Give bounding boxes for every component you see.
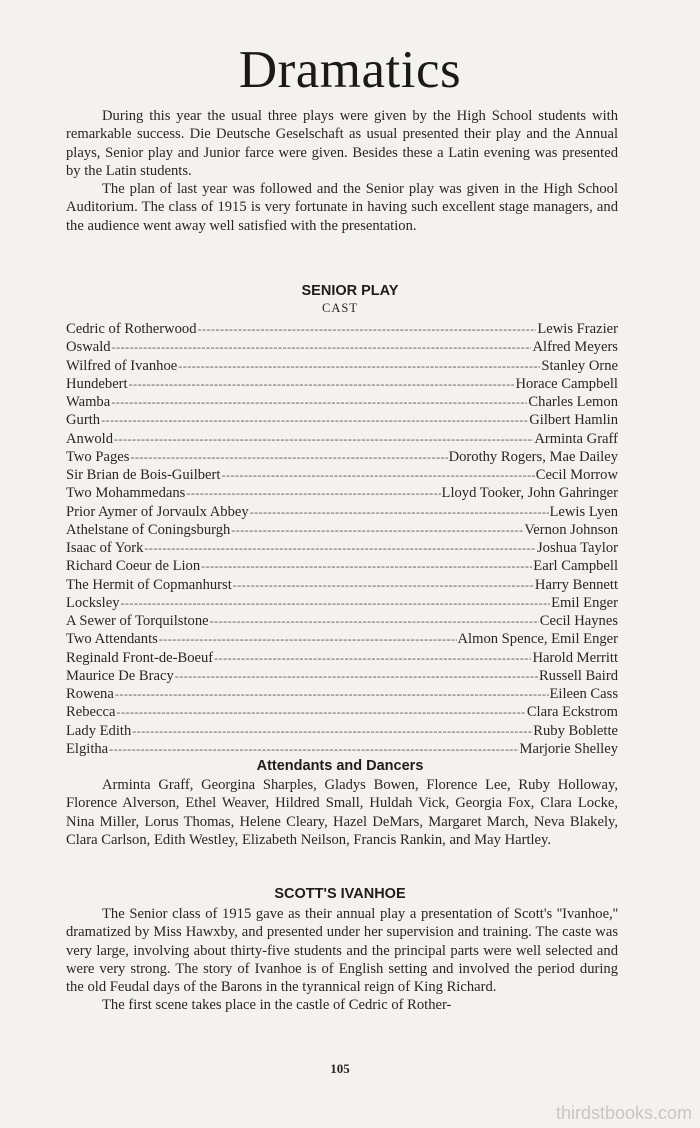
cast-actor: Stanley Orne bbox=[541, 357, 618, 374]
dot-leader bbox=[130, 448, 447, 466]
cast-row bbox=[66, 612, 618, 630]
cast-role: Rebecca bbox=[66, 704, 116, 721]
cast-role: Prior Aymer of Jorvaulx Abbey bbox=[66, 503, 249, 520]
cast-actor: Russell Baird bbox=[538, 667, 618, 684]
ivanhoe-heading: SCOTT'S IVANHOE bbox=[274, 886, 406, 902]
dancers-heading: Attendants and Dancers bbox=[256, 758, 424, 774]
watermark: thirdstbooks.com bbox=[555, 1103, 692, 1123]
dot-leader bbox=[221, 466, 534, 484]
cast-actor: Marjorie Shelley bbox=[519, 740, 618, 757]
cast-role: Locksley bbox=[66, 594, 120, 611]
cast-row bbox=[66, 722, 618, 740]
cast-role: Richard Coeur de Lion bbox=[66, 558, 201, 575]
cast-row bbox=[66, 357, 618, 375]
cast-row bbox=[66, 521, 618, 539]
cast-role: The Hermit of Copmanhurst bbox=[66, 576, 232, 593]
cast-row bbox=[66, 685, 618, 703]
cast-actor: Charles Lemon bbox=[528, 394, 618, 410]
page-title: Dramatics bbox=[238, 41, 462, 99]
cast-row bbox=[66, 667, 618, 685]
cast-actor: Harold Merritt bbox=[532, 649, 618, 666]
cast-row bbox=[66, 503, 618, 521]
cast-row bbox=[66, 630, 618, 648]
dot-leader bbox=[210, 612, 539, 630]
cast-actor: Gilbert Hamlin bbox=[529, 412, 618, 429]
cast-actor: Ruby Boblette bbox=[533, 722, 618, 739]
cast-role: Anwold bbox=[66, 430, 114, 447]
cast-role: A Sewer of Torquilstone bbox=[66, 613, 209, 629]
cast-role: Two Pages bbox=[66, 448, 130, 465]
cast-role: Maurice De Bracy bbox=[66, 667, 174, 684]
cast-actor: Emil Enger bbox=[551, 594, 618, 611]
cast-role: Athelstane of Coningsburgh bbox=[66, 521, 231, 538]
cast-role: Isaac of York bbox=[66, 540, 144, 556]
dot-leader bbox=[231, 521, 523, 539]
cast-row bbox=[66, 484, 618, 502]
cast-actor: Eileen Cass bbox=[549, 686, 618, 702]
cast-actor: Joshua Taylor bbox=[537, 540, 618, 556]
cast-actor: Cecil Morrow bbox=[535, 467, 618, 483]
intro-paragraph-1: During this year the usual three plays were given by the High School students with remarkable success. Die Deutsche Geselschaft as usual presented their play and the Annual plays, Senior play and Junior farce were given. Besides these a Latin evening was presented by the Latin students. bbox=[66, 108, 618, 179]
cast-row bbox=[66, 338, 618, 356]
dot-leader bbox=[186, 484, 440, 502]
dot-leader bbox=[112, 338, 532, 356]
cast-role: Two Attendants bbox=[66, 631, 158, 648]
cast-row bbox=[66, 448, 618, 466]
cast-role: Reginald Front-de-Boeuf bbox=[66, 649, 214, 666]
dot-leader bbox=[109, 740, 518, 758]
intro-text bbox=[66, 107, 618, 235]
cast-actor: Horace Campbell bbox=[515, 375, 618, 392]
cast-actor: Earl Campbell bbox=[533, 558, 618, 575]
cast-row bbox=[66, 411, 618, 429]
dot-leader bbox=[121, 594, 551, 612]
cast-heading: CAST bbox=[322, 301, 358, 315]
cast-actor: Clara Eckstrom bbox=[526, 704, 618, 721]
cast-role: Oswald bbox=[66, 339, 111, 356]
cast-row bbox=[66, 430, 618, 448]
cast-row bbox=[66, 539, 618, 557]
cast-role: Cedric of Rotherwood bbox=[66, 321, 197, 337]
cast-role: Rowena bbox=[66, 686, 114, 702]
dancers-text: Arminta Graff, Georgina Sharples, Gladys Bowen, Florence Lee, Ruby Holloway, Florence Alverson, Ethel Weaver, Hildred Small, Huldah Vick, Georgia Fox, Clara Locke, Nina Miller, Lorus Thomas, Helene Cleary, Hazel DeMars, Margaret March, Neva Blakely, Clara Carlson, Edith Westley, Elizabeth Neilson, Francis Rankin, and May Hartley. bbox=[66, 777, 618, 848]
cast-role: Gurth bbox=[66, 412, 101, 429]
cast-list bbox=[66, 320, 618, 758]
cast-row bbox=[66, 393, 618, 411]
cast-actor: Dorothy Rogers, Mae Dailey bbox=[448, 448, 618, 465]
dot-leader bbox=[115, 685, 549, 703]
dot-leader bbox=[144, 539, 536, 557]
cast-role: Wamba bbox=[66, 394, 111, 410]
ivanhoe-paragraph-1: The Senior class of 1915 gave as their annual play a presentation of Scott's ''Ivanhoe,'' dramatized by Miss Hawxby, and presented under her supervision and training. The caste was very large, involving about thirty-five students and the principal parts were well selected and were very strong. The story of Ivanhoe is of English setting and involved the period during the old Feudal days of the Barons in the tyrannical reign of King Richard. bbox=[66, 906, 618, 996]
cast-row bbox=[66, 649, 618, 667]
cast-actor: Harry Bennett bbox=[534, 576, 618, 593]
cast-role: Lady Edith bbox=[66, 722, 132, 739]
cast-row bbox=[66, 557, 618, 575]
page-number: 105 bbox=[330, 1061, 350, 1076]
cast-actor: Arminta Graff bbox=[534, 430, 618, 447]
dot-leader bbox=[101, 411, 528, 429]
ivanhoe-text bbox=[66, 905, 618, 1015]
cast-row bbox=[66, 375, 618, 393]
cast-actor: Cecil Haynes bbox=[539, 613, 618, 629]
dot-leader bbox=[178, 357, 540, 375]
cast-actor: Lewis Lyen bbox=[549, 503, 618, 520]
cast-row bbox=[66, 320, 618, 338]
cast-actor: Vernon Johnson bbox=[524, 521, 618, 538]
dot-leader bbox=[198, 320, 537, 338]
cast-row bbox=[66, 466, 618, 484]
cast-role: Two Mohammedans bbox=[66, 485, 186, 502]
dot-leader bbox=[201, 557, 532, 575]
dot-leader bbox=[233, 576, 534, 594]
dot-leader bbox=[132, 722, 532, 740]
intro-paragraph-2: The plan of last year was followed and the Senior play was given in the High School Auditorium. The class of 1915 is very fortunate in having such excellent stage managers, and the audience went away well satisfied with the presentation. bbox=[66, 181, 618, 234]
dot-leader bbox=[159, 630, 457, 648]
cast-actor: Almon Spence, Emil Enger bbox=[457, 631, 618, 648]
dot-leader bbox=[175, 667, 538, 685]
dot-leader bbox=[116, 703, 525, 721]
cast-role: Sir Brian de Bois-Guilbert bbox=[66, 467, 221, 483]
cast-role: Hundebert bbox=[66, 375, 128, 392]
dot-leader bbox=[129, 375, 515, 393]
cast-actor: Alfred Meyers bbox=[532, 339, 618, 356]
cast-actor: Lewis Frazier bbox=[537, 321, 618, 337]
dot-leader bbox=[214, 649, 531, 667]
cast-row bbox=[66, 703, 618, 721]
cast-row bbox=[66, 740, 618, 758]
dot-leader bbox=[250, 503, 549, 521]
cast-actor: Lloyd Tooker, John Gahringer bbox=[441, 485, 618, 502]
dot-leader bbox=[111, 393, 527, 411]
cast-row bbox=[66, 576, 618, 594]
ivanhoe-paragraph-2: The first scene takes place in the castle of Cedric of Rother- bbox=[102, 997, 452, 1014]
senior-play-heading: SENIOR PLAY bbox=[301, 283, 399, 299]
dot-leader bbox=[114, 430, 533, 448]
cast-row bbox=[66, 594, 618, 612]
cast-role: Wilfred of Ivanhoe bbox=[66, 357, 178, 374]
cast-role: Elgitha bbox=[66, 740, 109, 757]
